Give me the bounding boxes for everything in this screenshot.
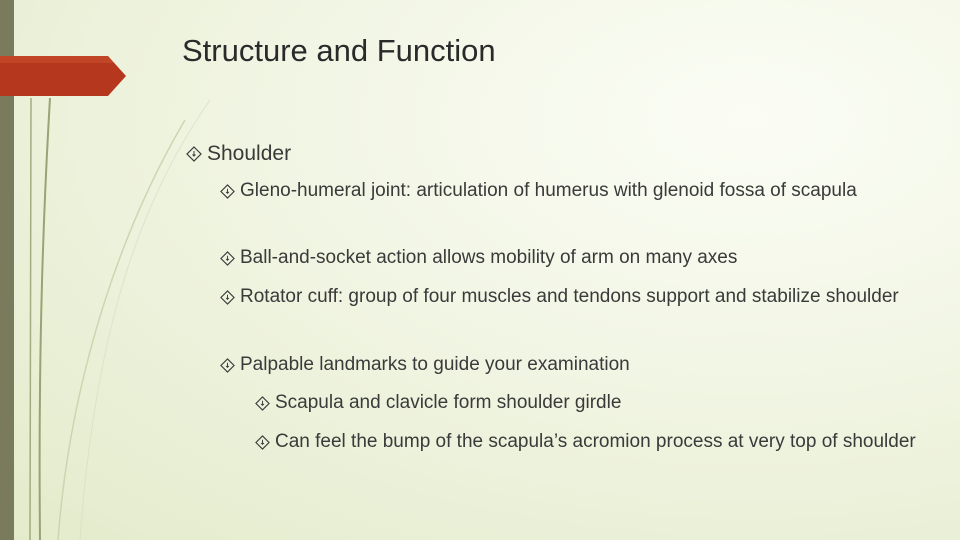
bullet-acromion-process (255, 427, 935, 456)
bullet-rotator-cuff (220, 282, 910, 311)
bullet-text: Ball-and-socket action allows mobility of arm on many axes (240, 247, 738, 268)
diamond-bullet-icon (255, 396, 270, 411)
bullet-text: Rotator cuff: group of four muscles and tendons support and stabilize shoulder (240, 286, 899, 307)
bullet-text: Can feel the bump of the scapula’s acromion process at very top of shoulder (275, 431, 916, 452)
diamond-bullet-icon (255, 435, 270, 450)
bullet-ball-and-socket (220, 243, 940, 272)
bullet-gleno-humeral (220, 176, 940, 205)
diamond-bullet-icon (186, 146, 202, 162)
bullet-palpable-landmarks (220, 350, 940, 379)
diamond-bullet-icon (220, 290, 235, 305)
diamond-bullet-icon (220, 358, 235, 373)
bullet-text: Scapula and clavicle form shoulder girdle (275, 392, 622, 413)
bullet-text: Palpable landmarks to guide your examination (240, 354, 630, 375)
bullet-shoulder (186, 140, 926, 167)
bullet-text: Shoulder (207, 142, 292, 165)
slide-title: Structure and Function (182, 33, 496, 68)
bullet-scapula-clavicle (255, 388, 935, 417)
bullet-text: Gleno-humeral joint: articulation of humerus with glenoid fossa of scapula (240, 180, 857, 201)
diamond-bullet-icon (220, 184, 235, 199)
diamond-bullet-icon (220, 251, 235, 266)
